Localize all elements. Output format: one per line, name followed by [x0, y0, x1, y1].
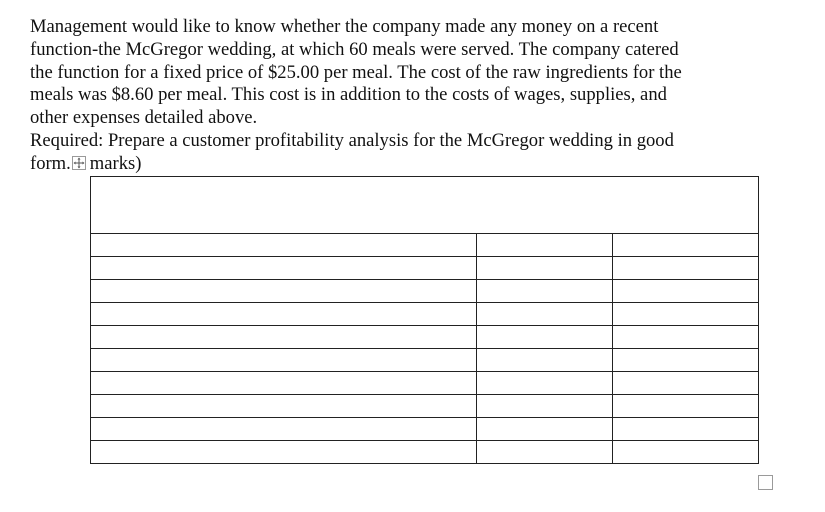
table-cell-col-1[interactable] — [91, 441, 477, 464]
table-cell-col-2[interactable] — [477, 441, 613, 464]
table-row — [91, 418, 759, 441]
question-line-7-start: form. — [30, 152, 71, 174]
question-line-1: Management would like to know whether the company made any money on a recent — [30, 16, 659, 37]
question-line-7-end: marks) — [89, 152, 142, 174]
table-cell-col-1[interactable] — [91, 234, 477, 257]
question-line-3: the function for a fixed price of $25.00 per meal. The cost of the raw ingredients for the — [30, 61, 682, 83]
table-cell-col-2[interactable] — [477, 303, 613, 326]
move-arrows-glyph — [73, 157, 85, 169]
question-text — [30, 16, 810, 176]
table-cell-col-2[interactable] — [477, 326, 613, 349]
table-row — [91, 349, 759, 372]
table-cell-col-3[interactable] — [613, 349, 759, 372]
table-row — [91, 441, 759, 464]
table-cell-col-3[interactable] — [613, 372, 759, 395]
table-cell-col-3[interactable] — [613, 418, 759, 441]
table-row — [91, 280, 759, 303]
table-row — [91, 303, 759, 326]
table-cell-col-3[interactable] — [613, 326, 759, 349]
question-line-5: other expenses detailed above. — [30, 107, 258, 129]
profitability-analysis-table — [90, 176, 759, 464]
table-cell-col-1[interactable] — [91, 280, 477, 303]
question-line-6: Required: Prepare a customer profitability analysis for the McGregor wedding in good — [30, 129, 674, 151]
table-row — [91, 372, 759, 395]
table-row — [91, 257, 759, 280]
table-cell-col-1[interactable] — [91, 418, 477, 441]
table-cell-col-1[interactable] — [91, 349, 477, 372]
table-cell-col-3[interactable] — [613, 303, 759, 326]
question-line-4: meals was $8.60 per meal. This cost is in addition to the costs of wages, supplies, and — [30, 84, 667, 106]
table-row — [91, 326, 759, 349]
table-cell-col-1[interactable] — [91, 303, 477, 326]
table-header-row — [91, 177, 759, 234]
table-cell-col-1[interactable] — [91, 326, 477, 349]
table-cell-col-1[interactable] — [91, 395, 477, 418]
table-row — [91, 395, 759, 418]
table-cell-col-3[interactable] — [613, 395, 759, 418]
table-header-cell[interactable] — [91, 177, 759, 234]
table-cell-col-2[interactable] — [477, 349, 613, 372]
move-arrows-icon[interactable] — [72, 156, 86, 170]
resize-handle-icon[interactable] — [758, 475, 773, 490]
table-cell-col-3[interactable] — [613, 234, 759, 257]
table-cell-col-3[interactable] — [613, 257, 759, 280]
table-cell-col-2[interactable] — [477, 257, 613, 280]
table-cell-col-2[interactable] — [477, 372, 613, 395]
table-cell-col-3[interactable] — [613, 280, 759, 303]
table-cell-col-2[interactable] — [477, 234, 613, 257]
table-cell-col-1[interactable] — [91, 257, 477, 280]
table-cell-col-2[interactable] — [477, 395, 613, 418]
table-cell-col-2[interactable] — [477, 418, 613, 441]
table-cell-col-2[interactable] — [477, 280, 613, 303]
question-line-2: function-the McGregor wedding, at which 60 meals were served. The company catered — [30, 38, 679, 60]
table-row — [91, 234, 759, 257]
question-line-7 — [30, 153, 810, 176]
table-cell-col-1[interactable] — [91, 372, 477, 395]
table-cell-col-3[interactable] — [613, 441, 759, 464]
